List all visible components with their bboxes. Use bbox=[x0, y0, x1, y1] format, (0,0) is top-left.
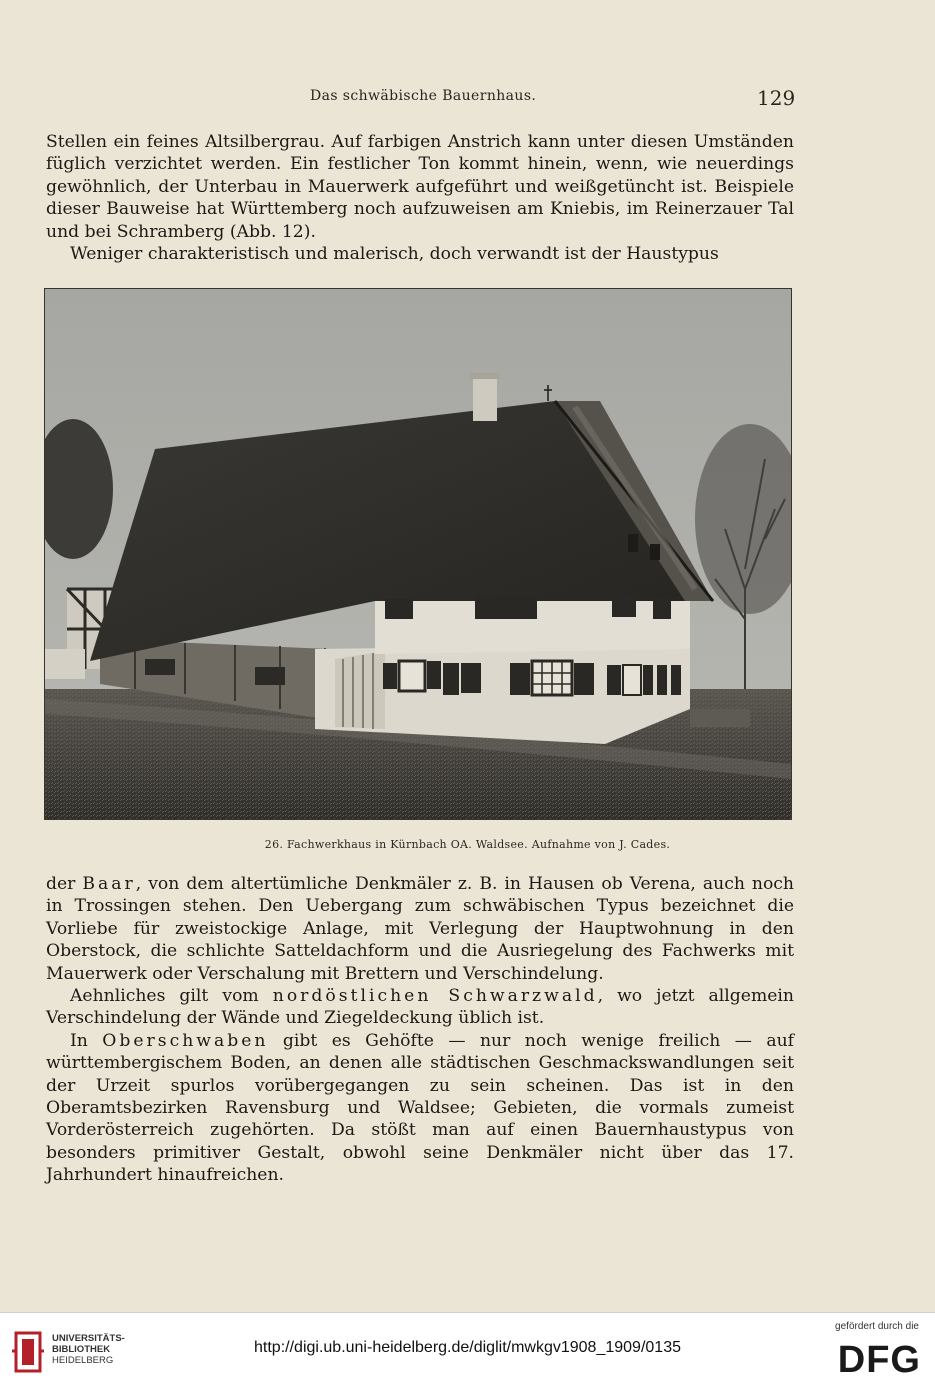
permalink-url[interactable]: http://digi.ub.uni-heidelberg.de/diglit/mwkgv1908_1909/0135 bbox=[254, 1339, 681, 1356]
spaced-term-schwarzwald: nordöstlichen Schwarzwald bbox=[272, 986, 598, 1007]
library-name-line2: BIBLIOTHEK bbox=[52, 1344, 111, 1355]
dfg-logo: DFG bbox=[837, 1339, 921, 1381]
paragraph-3-start: der bbox=[46, 874, 83, 894]
paragraph-5-rest: gibt es Gehöfte — nur noch wenige freilich — auf württembergischem Boden, an denen alle städtischen Geschmackswandlungen seit der Urzeit spurlos vorübergegangen zu sein scheinen. Das ist in den Oberamtsbezirken Ravensburg und Waldsee; Gebieten, die vormals zumeist Vorderösterreich zugehörten. Da stößt man auf einen Bauernhaustypus von besonders primitiver Gestalt, obwohl seine Denkmäler nicht über das 17. Jahrhundert hinaufreichen. bbox=[46, 1030, 795, 1186]
library-name-line3: HEIDELBERG bbox=[52, 1355, 114, 1366]
spaced-term-baar: Baar bbox=[82, 874, 136, 894]
viewer-footer bbox=[0, 1312, 935, 1390]
paragraph-2: Weniger charakteristisch und malerisch, doch verwandt ist der Haustypus bbox=[70, 244, 719, 265]
paragraph-1: Stellen ein feines Altsilbergrau. Auf farbigen Anstrich kann unter diesen Umständen füglich verzichtet werden. Ein festlicher Ton kommt hinein, wenn, wie neuerdings gewöhnlich, der Unterbau in Mauerwerk aufgeführt und weißgetüncht ist. Beispiele dieser Bauweise hat Württemberg noch aufzuweisen am Kniebis, im Reinerzauer Tal und bei Schramberg (Abb. 12). bbox=[46, 132, 794, 242]
paragraph-4 bbox=[46, 985, 794, 1030]
funder-label: gefördert durch die bbox=[835, 1321, 919, 1332]
library-name-line1: UNIVERSITÄTS- bbox=[52, 1333, 125, 1344]
page-number: 129 bbox=[757, 86, 796, 110]
paragraph-4-rest: , wo jetzt allgemein Verschindelung der Wände und Ziegeldeckung üblich ist. bbox=[46, 986, 794, 1029]
spaced-term-oberschwaben: Oberschwaben bbox=[102, 1030, 269, 1051]
farmhouse-photo-illustration bbox=[45, 289, 791, 819]
figure-photo-farmhouse bbox=[44, 288, 792, 820]
figure-caption: 26. Fachwerkhaus in Kürnbach OA. Waldsee. Aufnahme von J. Cades. bbox=[264, 838, 671, 851]
paragraph-5-start: In bbox=[70, 1030, 103, 1051]
paragraph-3-rest: , von dem altertümliche Denkmäler z. B. in Hausen ob Verena, auch noch in Trossingen stehen. Den Uebergang zum schwäbischen Typus bezeichnet die Vorliebe für zweistockige Anlage, mit Verlegung der Hauptwohnung in den Oberstock, die schlichte Satteldachform und die Ausriegelung des Fachwerks mit Mauerwerk oder Verschalung mit Brettern und Verschindelung. bbox=[46, 874, 794, 984]
text-block-bottom bbox=[46, 873, 794, 1187]
paragraph-3 bbox=[46, 873, 794, 985]
paragraph-5 bbox=[46, 1030, 794, 1187]
running-title: Das schwäbische Bauernhaus. bbox=[310, 88, 537, 104]
paragraph-4-start: Aehnliches gilt vom bbox=[70, 986, 273, 1007]
text-block-top bbox=[46, 131, 794, 265]
